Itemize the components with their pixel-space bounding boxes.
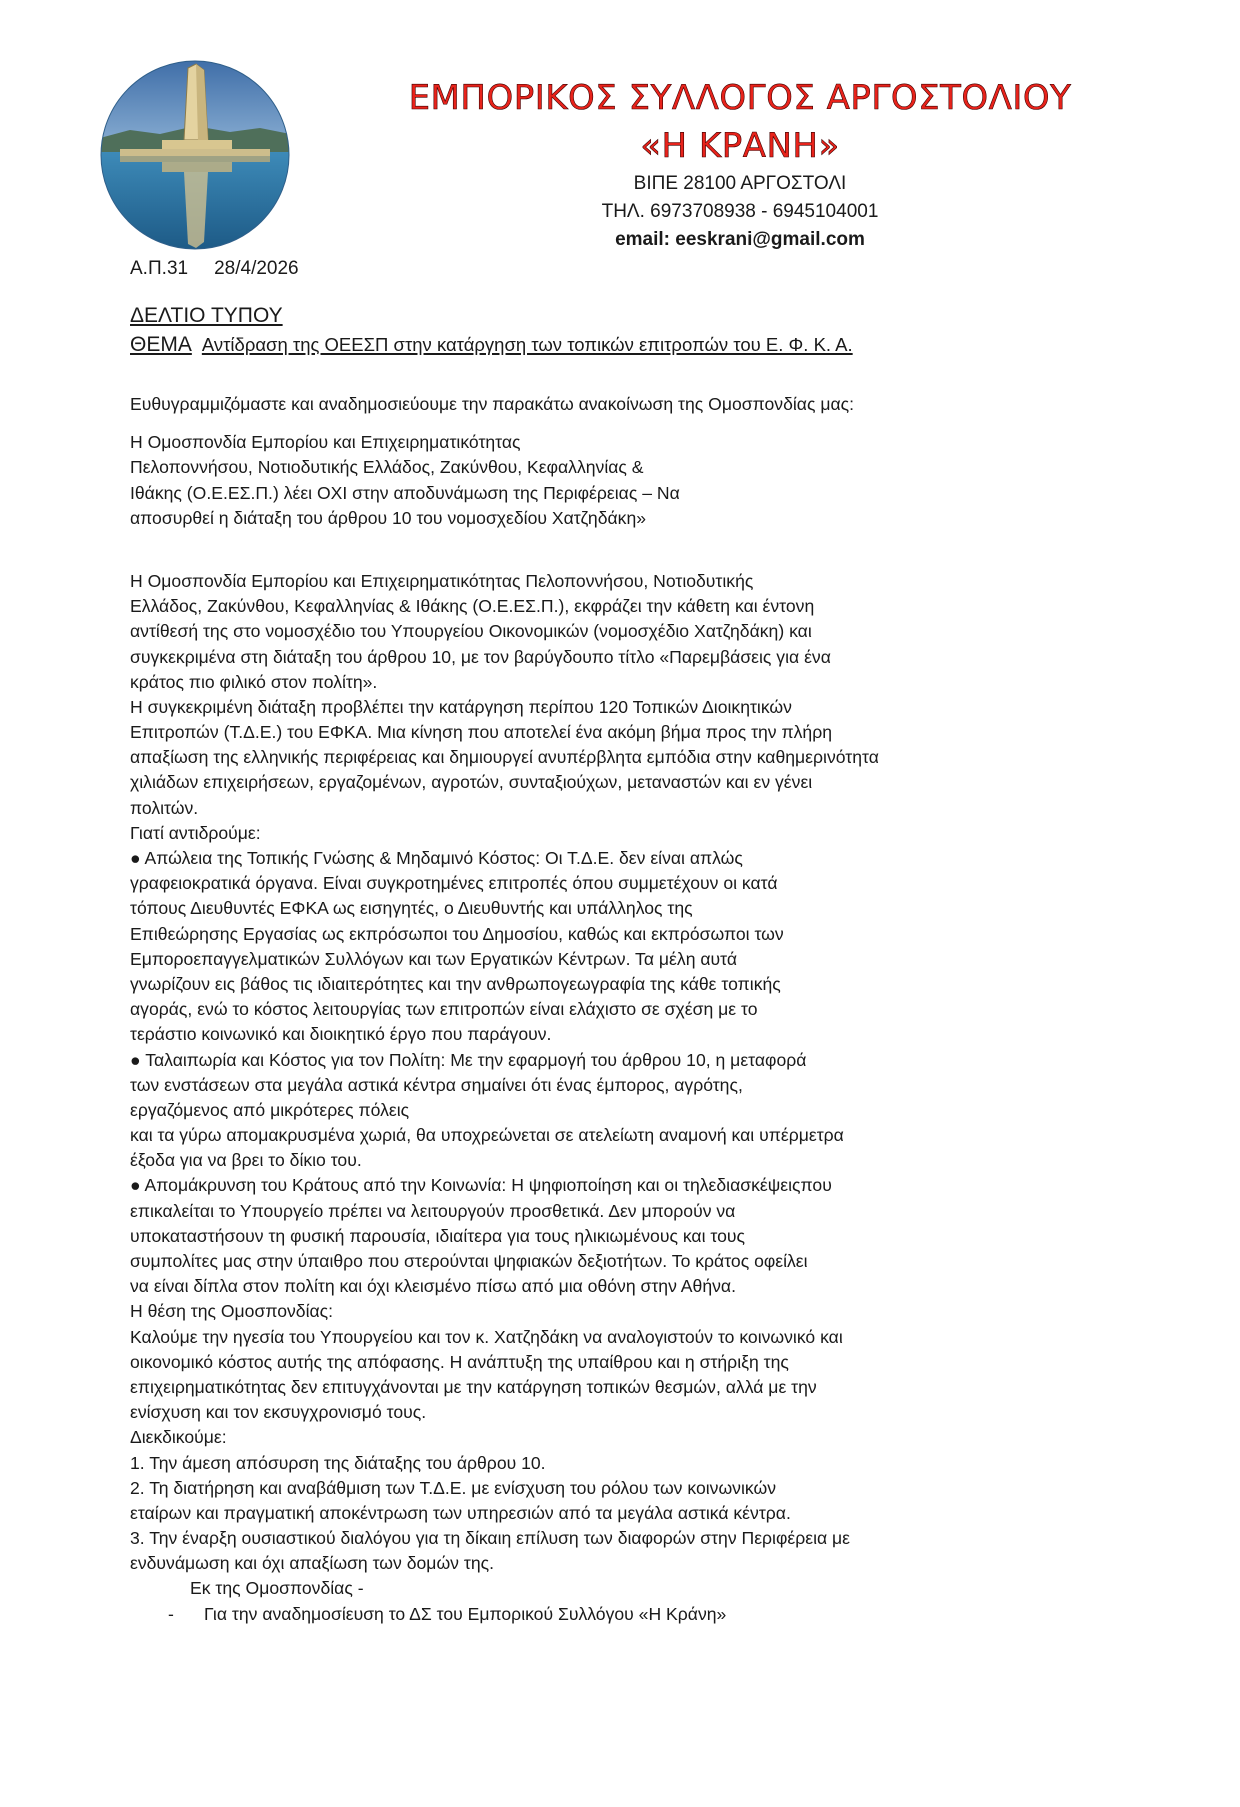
subject-label: ΘΕΜΑ <box>130 333 192 356</box>
org-name: ΕΜΠΟΡΙΚΟΣ ΣΥΛΛΟΓΟΣ ΑΡΓΟΣΤΟΛΙΟΥ <box>408 78 1072 118</box>
bullet-item: ● Απώλεια της Τοπικής Γνώσης & Μηδαμινό Κόστος: Οι Τ.Δ.Ε. δεν είναι απλώς <box>130 848 743 868</box>
subject-text: Αντίδραση της ΟΕΕΣΠ στην κατάργηση των τοπικών επιτροπών του Ε. Φ. Κ. Α. <box>201 334 853 355</box>
section-heading: Η θέση της Ομοσπονδίας: <box>130 1301 334 1322</box>
numbered-item: 3. Την έναρξη ουσιαστικού διαλόγου για τη δίκαιη επίλυση των διαφορών στην Περιφέρεια με <box>130 1528 851 1549</box>
section-heading: Διεκδικούμε: <box>130 1427 227 1448</box>
signature-dash: - <box>168 1603 174 1624</box>
subject-line <box>130 333 853 357</box>
body-line: τόπους Διευθυντές ΕΦΚΑ ως εισηγητές, ο Διευθυντής και υπάλληλος της <box>130 898 693 919</box>
body-line: Πελοποννήσου, Νοτιοδυτικής Ελλάδος, Ζακύνθου, Κεφαλληνίας & <box>130 457 644 478</box>
bullet-item: ● Ταλαιπωρία και Κόστος για τον Πολίτη: Με την εφαρμογή του άρθρου 10, η μεταφορά <box>130 1049 807 1070</box>
body-line: Καλούμε την ηγεσία του Υπουργείου και τον κ. Χατζηδάκη να αναλογιστούν το κοινωνικό και <box>130 1326 843 1347</box>
body-line: Ευθυγραμμιζόμαστε και αναδημοσιεύουμε την παρακάτω ανακοίνωση της Ομοσπονδίας μας: <box>130 394 855 414</box>
body-line: πολιτών. <box>130 797 199 818</box>
body-line: γνωρίζουν εις βάθος τις ιδιαιτερότητες και την ανθρωπογεωγραφία της κάθε τοπικής <box>130 973 781 994</box>
federation-signoff: Εκ της Ομοσπονδίας - <box>190 1578 364 1599</box>
document-date: 28/4/2026 <box>214 258 299 279</box>
body-line: ενδυνάμωση και όχι απαξίωση των δομών της. <box>130 1553 494 1574</box>
body-line: χιλιάδων επιχειρήσεων, εργαζομένων, αγροτών, συνταξιούχων, μεταναστών και εν γένει <box>130 772 813 793</box>
body-line: Επιθεώρησης Εργασίας ως εκπρόσωποι του Δημοσίου, καθώς και εκπρόσωποι των <box>130 923 784 944</box>
body-line: Ιθάκης (Ο.Ε.ΕΣ.Π.) λέει ΟΧΙ στην αποδυνάμωση της Περιφέρειας – Να <box>130 482 680 503</box>
obelisk-monument-logo <box>100 60 290 250</box>
body-text <box>130 392 1130 1627</box>
signature-line <box>130 1602 1130 1627</box>
body-line: Εμποροεπαγγελματικών Συλλόγων και των Εργατικών Κέντρων. Τα μέλη αυτά <box>130 948 738 969</box>
body-line: Ελλάδος, Ζακύνθου, Κεφαλληνίας & Ιθάκης (Ο.Ε.ΕΣ.Π.), εκφράζει την κάθετη και έντονη <box>130 596 815 617</box>
body-line: εργαζόμενος από μικρότερες πόλεις <box>130 1099 410 1120</box>
body-line: έξοδα για να βρει το δίκιο του. <box>130 1150 362 1171</box>
body-line: τεράστιο κοινωνικό και διοικητικό έργο που παράγουν. <box>130 1024 552 1045</box>
body-line: Επιτροπών (Τ.Δ.Ε.) του ΕΦΚΑ. Μια κίνηση που αποτελεί ένα ακόμη βήμα προς την πλήρη <box>130 722 833 743</box>
body-line: Η Ομοσπονδία Εμπορίου και Επιχειρηματικότητας Πελοποννήσου, Νοτιοδυτικής <box>130 570 754 591</box>
phone-numbers: ΤΗΛ. 6973708938 - 6945104001 <box>601 201 879 222</box>
body-line: ενίσχυση και τον εκσυγχρονισμό τους. <box>130 1402 427 1423</box>
body-line: αγοράς, ενώ το κόστος λειτουργίας των επιτροπών είναι ελάχιστο σε σχέση με το <box>130 999 758 1020</box>
address: ΒΙΠΕ 28100 ΑΡΓΟΣΤΟΛΙ <box>633 173 847 194</box>
body-line: οικονομικό κόστος αυτής της απόφασης. Η ανάπτυξη της υπαίθρου και η στήριξη της <box>130 1351 789 1372</box>
body-line: εταίρων και πραγματική αποκέντρωση των υπηρεσιών από τα μεγάλα αστικά κέντρα. <box>130 1502 791 1523</box>
org-nickname: «Η ΚΡΑΝΗ» <box>640 126 840 166</box>
body-line: επικαλείται το Υπουργείο πρέπει να λειτουργούν προσθετικά. Δεν μπορούν να <box>130 1200 736 1221</box>
body-line: αποσυρθεί η διάταξη του άρθρου 10 του νομοσχεδίου Χατζηδάκη» <box>130 507 647 528</box>
bullet-item: ● Απομάκρυνση του Κράτους από την Κοινωνία: Η ψηφιοποίηση και οι τηλεδιασκέψειςπου <box>130 1175 832 1196</box>
body-line: να είναι δίπλα στον πολίτη και όχι κλεισμένο πίσω από μια οθόνη στην Αθήνα. <box>130 1276 736 1297</box>
reference-line <box>130 258 299 280</box>
body-line: και τα γύρω απομακρυσμένα χωριά, θα υποχρεώνεται σε ατελείωτη αναμονή και υπέρμετρα <box>130 1125 844 1146</box>
body-line: Η Ομοσπονδία Εμπορίου και Επιχειρηματικότητας <box>130 432 521 453</box>
body-line: αντίθεσή της στο νομοσχέδιο του Υπουργείου Οικονομικών (νομοσχέδιο Χατζηδάκη) και <box>130 621 812 642</box>
press-release-heading: ΔΕΛΤΙΟ ΤΥΠΟΥ <box>130 304 283 327</box>
body-line: συμπολίτες μας στην ύπαιθρο που στερούνται ψηφιακών δεξιοτήτων. Το κράτος οφείλει <box>130 1251 808 1271</box>
body-line: υποκαταστήσουν τη φυσική παρουσία, ιδιαίτερα για τους ηλικιωμένους και τους <box>130 1225 745 1246</box>
body-line: κράτος πιο φιλικό στον πολίτη». <box>130 671 378 692</box>
body-line: Η συγκεκριμένη διάταξη προβλέπει την κατάργηση περίπου 120 Τοπικών Διοικητικών <box>130 696 792 717</box>
body-line: γραφειοκρατικά όργανα. Είναι συγκροτημένες επιτροπές όπου συμμετέχουν οι κατά <box>130 873 778 894</box>
body-line: συγκεκριμένα στη διάταξη του άρθρου 10, με τον βαρύγδουπο τίτλο «Παρεμβάσεις για ένα <box>130 646 831 667</box>
protocol-number: Α.Π.31 <box>130 258 189 279</box>
body-line: επιχειρηματικότητας δεν επιτυγχάνονται με την κατάργηση τοπικών θεσμών, αλλά με την <box>130 1376 817 1397</box>
numbered-item: 1. Την άμεση απόσυρση της διάταξης του άρθρου 10. <box>130 1452 546 1473</box>
body-line: απαξίωση της ελληνικής περιφέρειας και δημιουργεί ανυπέρβλητα εμπόδια στην καθημερινότητα <box>130 747 879 768</box>
numbered-item: 2. Τη διατήρηση και αναβάθμιση των Τ.Δ.Ε. με ενίσχυση του ρόλου των κοινωνικών <box>130 1477 777 1498</box>
signature-text: Για την αναδημοσίευση το ΔΣ του Εμπορικού Συλλόγου «Η Κράνη» <box>204 1603 727 1624</box>
email[interactable]: email: eeskrani@gmail.com <box>615 229 865 250</box>
body-line: των ενστάσεων στα μεγάλα αστικά κέντρα σημαίνει ότι ένας έμπορος, αγρότης, <box>130 1074 743 1095</box>
section-heading: Γιατί αντιδρούμε: <box>130 822 261 843</box>
